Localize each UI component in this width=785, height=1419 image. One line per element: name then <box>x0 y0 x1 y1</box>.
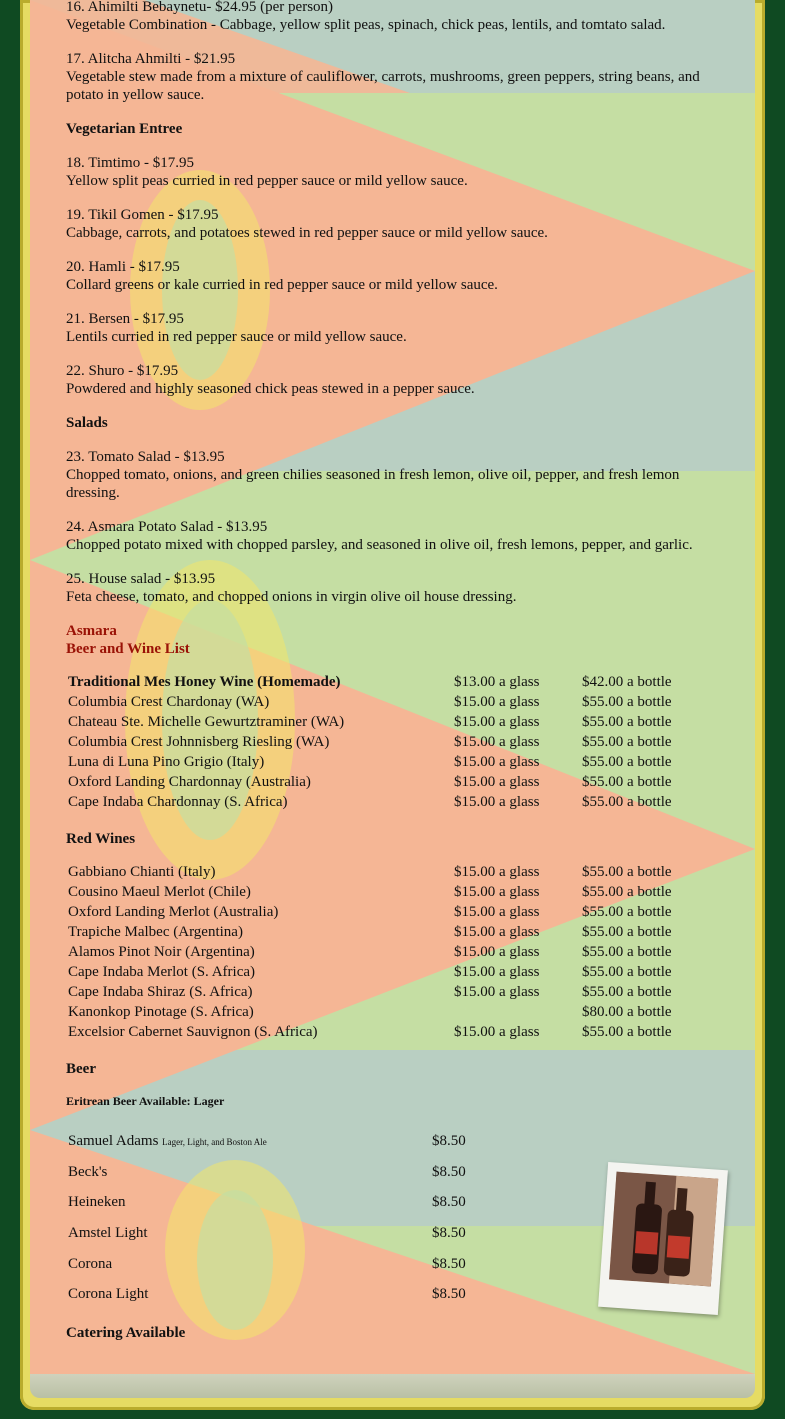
vegetable-combo-list <box>66 0 716 104</box>
wine-row <box>66 902 706 922</box>
menu-item-title: 16. Ahimilti Bebaynetu- $24.95 (per person) <box>66 0 334 15</box>
wine-name: Trapiche Malbec (Argentina) <box>68 924 243 940</box>
wine-row <box>66 862 706 882</box>
wine-bottle-price: $55.00 a bottle <box>582 984 672 1000</box>
beer-name: Corona Light <box>68 1286 149 1303</box>
wine-row <box>66 772 706 792</box>
vegetarian-heading: Vegetarian Entree <box>66 121 183 137</box>
menu-item-description: Chopped potato mixed with chopped parsley, and seasoned in olive oil, fresh lemons, pepper, and garlic. <box>66 537 693 553</box>
wine-glass-price: $15.00 a glass <box>454 884 540 900</box>
beer-name-cell <box>66 1126 430 1157</box>
beer-name: Samuel Adams <box>68 1132 159 1149</box>
menu-item <box>66 518 716 554</box>
wine-glass-price: $13.00 a glass <box>454 674 540 690</box>
wine-name: Gabbiano Chianti (Italy) <box>68 864 216 880</box>
wine-glass-price: $15.00 a glass <box>454 964 540 980</box>
wine-glass-price: $15.00 a glass <box>454 1024 540 1040</box>
beer-table <box>66 1126 486 1310</box>
drinks-list-heading: Beer and Wine List <box>66 641 190 657</box>
wine-row <box>66 942 706 962</box>
eritrean-beer-note: Eritrean Beer Available: Lager <box>66 1094 225 1108</box>
wine-glass-price: $15.00 a glass <box>454 904 540 920</box>
menu-content <box>66 0 716 1358</box>
menu-item-description: Powdered and highly seasoned chick peas stewed in a pepper sauce. <box>66 381 475 397</box>
red-wine-table <box>66 862 706 1042</box>
menu-item-title: 21. Bersen - $17.95 <box>66 311 184 327</box>
menu-item-title: 20. Hamli - $17.95 <box>66 259 180 275</box>
beer-row <box>66 1157 486 1188</box>
beer-name-cell <box>66 1279 430 1310</box>
wine-row <box>66 792 706 812</box>
wine-glass-price: $15.00 a glass <box>454 774 540 790</box>
beer-price: $8.50 <box>432 1133 466 1150</box>
wine-glass-price: $15.00 a glass <box>454 734 540 750</box>
beer-name: Amstel Light <box>68 1225 148 1242</box>
wine-glass-price: $15.00 a glass <box>454 944 540 960</box>
wine-row <box>66 922 706 942</box>
wine-name: Columbia Crest Chardonay (WA) <box>68 694 270 710</box>
wine-name: Traditional Mes Honey Wine (Homemade) <box>68 674 341 690</box>
wine-name: Luna di Luna Pino Grigio (Italy) <box>68 754 265 770</box>
wine-glass-price: $15.00 a glass <box>454 694 540 710</box>
beer-row <box>66 1279 486 1310</box>
wine-name: Oxford Landing Chardonnay (Australia) <box>68 774 311 790</box>
wine-bottle-price: $42.00 a bottle <box>582 674 672 690</box>
wine-bottle-price: $55.00 a bottle <box>582 944 672 960</box>
bottles-icon <box>609 1172 718 1287</box>
menu-item-description: Chopped tomato, onions, and green chilies seasoned in fresh lemon, olive oil, pepper, and fresh lemon dressing. <box>66 467 680 501</box>
wine-glass-price: $15.00 a glass <box>454 714 540 730</box>
menu-item <box>66 448 716 502</box>
wine-bottle-price: $55.00 a bottle <box>582 774 672 790</box>
menu-item <box>66 362 716 398</box>
wine-row <box>66 1022 706 1042</box>
menu-item-description: Yellow split peas curried in red pepper sauce or mild yellow sauce. <box>66 173 468 189</box>
menu-item-description: Feta cheese, tomato, and chopped onions in virgin olive oil house dressing. <box>66 589 517 605</box>
wine-glass-price: $15.00 a glass <box>454 794 540 810</box>
menu-item-description: Vegetable Combination - Cabbage, yellow split peas, spinach, chick peas, lentils, and tomtato salad. <box>66 17 666 33</box>
wine-glass-price: $15.00 a glass <box>454 924 540 940</box>
wine-bottle-price: $55.00 a bottle <box>582 924 672 940</box>
wine-name: Chateau Ste. Michelle Gewurtztraminer (WA) <box>68 714 345 730</box>
beer-name: Beck's <box>68 1163 108 1180</box>
wine-name: Cape Indaba Shiraz (S. Africa) <box>68 984 253 1000</box>
beer-name: Corona <box>68 1255 113 1272</box>
wine-row <box>66 672 706 692</box>
wine-name: Cape Indaba Chardonnay (S. Africa) <box>68 794 288 810</box>
beer-bottles-photo <box>598 1162 728 1315</box>
wine-glass-price <box>452 1002 580 1022</box>
menu-item <box>66 154 716 190</box>
menu-item <box>66 570 716 606</box>
wine-name: Kanonkop Pinotage (S. Africa) <box>68 1004 254 1020</box>
beer-row <box>66 1187 486 1218</box>
menu-item-title: 24. Asmara Potato Salad - $13.95 <box>66 519 268 535</box>
menu-item-title: 25. House salad - $13.95 <box>66 571 216 587</box>
wine-name: Excelsior Cabernet Sauvignon (S. Africa) <box>68 1024 318 1040</box>
wine-bottle-price: $55.00 a bottle <box>582 864 672 880</box>
menu-item-description: Lentils curried in red pepper sauce or mild yellow sauce. <box>66 329 407 345</box>
beer-name: Heineken <box>68 1194 126 1211</box>
wine-bottle-price: $55.00 a bottle <box>582 964 672 980</box>
menu-item <box>66 0 716 34</box>
menu-item <box>66 258 716 294</box>
wine-glass-price: $15.00 a glass <box>454 984 540 1000</box>
menu-item-title: 18. Timtimo - $17.95 <box>66 155 194 171</box>
red-wines-heading: Red Wines <box>66 831 136 847</box>
wine-bottle-price: $55.00 a bottle <box>582 794 672 810</box>
beer-name-cell <box>66 1187 430 1218</box>
wine-bottle-price: $55.00 a bottle <box>582 734 672 750</box>
wine-bottle-price: $80.00 a bottle <box>582 1004 672 1020</box>
salads-list <box>66 448 716 606</box>
wine-bottle-price: $55.00 a bottle <box>582 754 672 770</box>
wine-row <box>66 962 706 982</box>
wine-name: Oxford Landing Merlot (Australia) <box>68 904 279 920</box>
wine-bottle-price: $55.00 a bottle <box>582 694 672 710</box>
wine-bottle-price: $55.00 a bottle <box>582 1024 672 1040</box>
wine-bottle-price: $55.00 a bottle <box>582 884 672 900</box>
beer-row <box>66 1218 486 1249</box>
bottom-rule <box>30 1374 755 1398</box>
beer-price: $8.50 <box>432 1163 466 1180</box>
wine-bottle-price: $55.00 a bottle <box>582 714 672 730</box>
wine-row <box>66 712 706 732</box>
wine-glass-price: $15.00 a glass <box>454 864 540 880</box>
catering-heading: Catering Available <box>66 1324 186 1341</box>
wine-row <box>66 1002 706 1022</box>
wine-row <box>66 882 706 902</box>
wine-bottle-price: $55.00 a bottle <box>582 904 672 920</box>
beer-note: Lager, Light, and Boston Ale <box>162 1136 267 1147</box>
wine-row <box>66 752 706 772</box>
wine-row <box>66 732 706 752</box>
wine-name: Alamos Pinot Noir (Argentina) <box>68 944 255 960</box>
wine-name: Columbia Crest Johnnisberg Riesling (WA) <box>68 734 330 750</box>
beer-name-cell <box>66 1248 430 1279</box>
beer-price: $8.50 <box>432 1255 466 1272</box>
restaurant-name: Asmara <box>66 623 117 639</box>
wine-glass-price: $15.00 a glass <box>454 754 540 770</box>
beer-price: $8.50 <box>432 1225 466 1242</box>
beer-price: $8.50 <box>432 1194 466 1211</box>
wine-row <box>66 982 706 1002</box>
beer-price: $8.50 <box>432 1286 466 1303</box>
vegetarian-list <box>66 154 716 398</box>
menu-item-title: 23. Tomato Salad - $13.95 <box>66 449 225 465</box>
menu-item <box>66 310 716 346</box>
menu-item-description: Cabbage, carrots, and potatoes stewed in red pepper sauce or mild yellow sauce. <box>66 225 548 241</box>
wine-row <box>66 692 706 712</box>
menu-item <box>66 50 716 104</box>
menu-item-title: 22. Shuro - $17.95 <box>66 363 179 379</box>
menu-item-description: Collard greens or kale curried in red pepper sauce or mild yellow sauce. <box>66 277 498 293</box>
wine-name: Cape Indaba Merlot (S. Africa) <box>68 964 256 980</box>
white-wine-table <box>66 672 706 812</box>
beer-row <box>66 1126 486 1157</box>
menu-item-title: 17. Alitcha Ahmilti - $21.95 <box>66 51 236 67</box>
menu-item-title: 19. Tikil Gomen - $17.95 <box>66 207 219 223</box>
salads-heading: Salads <box>66 415 108 431</box>
beer-heading: Beer <box>66 1061 96 1077</box>
menu-item <box>66 206 716 242</box>
wine-name: Cousino Maeul Merlot (Chile) <box>68 884 251 900</box>
menu-item-description: Vegetable stew made from a mixture of cauliflower, carrots, mushrooms, green peppers, string beans, and potato in yellow sauce. <box>66 69 700 103</box>
beer-row <box>66 1248 486 1279</box>
beer-name-cell <box>66 1218 430 1249</box>
menu-panel <box>30 0 755 1374</box>
beer-name-cell <box>66 1157 430 1188</box>
